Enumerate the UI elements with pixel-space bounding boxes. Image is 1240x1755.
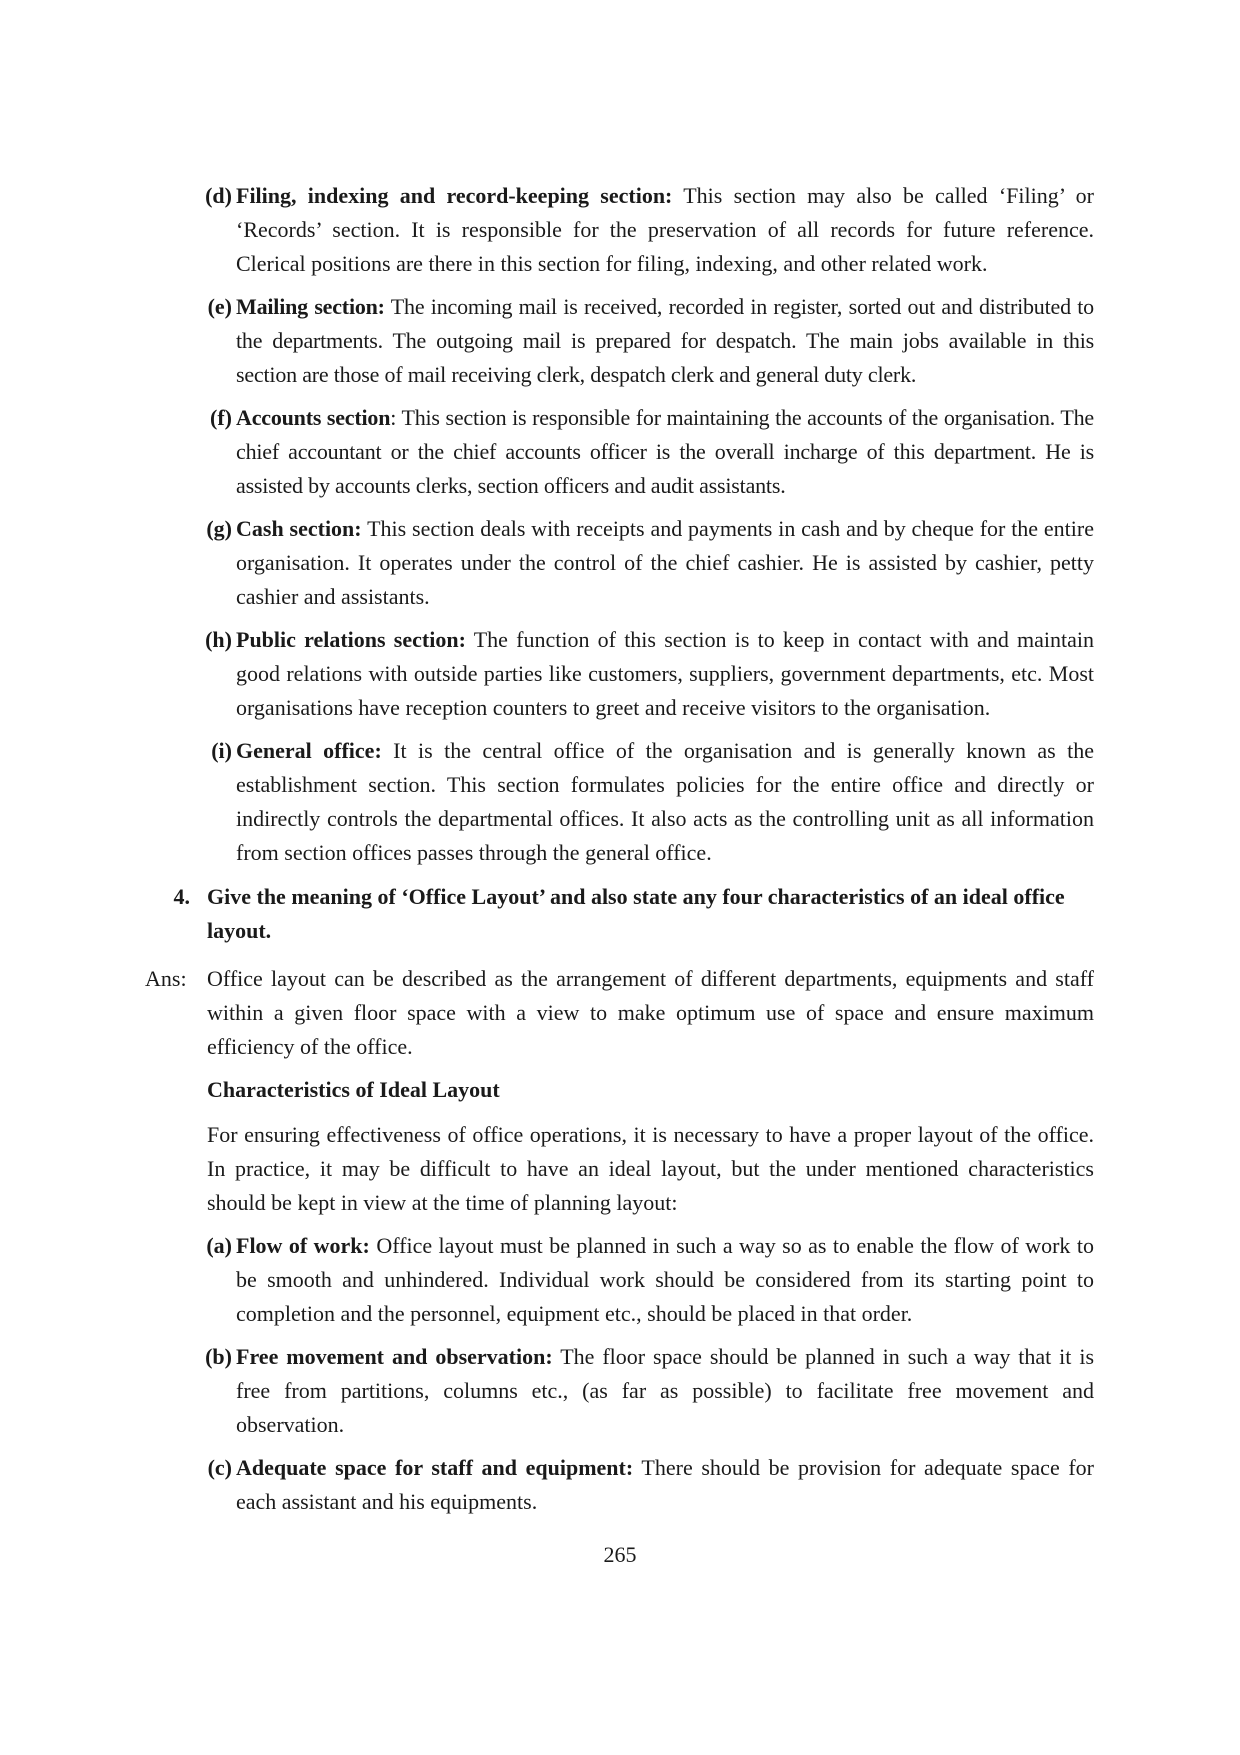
- question-number: 4.: [173, 884, 190, 909]
- item-label: (e): [207, 294, 232, 319]
- item-body: [236, 179, 1094, 281]
- item-label: (c): [207, 1455, 232, 1480]
- answer-label: Ans:: [145, 966, 187, 991]
- item-body: [236, 401, 1094, 503]
- item-lead: Mailing section:: [236, 294, 385, 319]
- item-lead: Adequate space for staff and equipment:: [236, 1455, 634, 1480]
- item-text: Office layout must be planned in such a way so as to enable the flow of work to be smooth and unhindered. Individual work should be considered from its starting point to completion and the personnel, equipment etc., should be placed in that order.: [236, 1233, 1094, 1326]
- item-body: [236, 734, 1094, 870]
- item-body: [236, 512, 1094, 614]
- item-body: [236, 623, 1094, 725]
- page-number: 265: [603, 1542, 637, 1567]
- item-label: (i): [211, 738, 232, 763]
- item-text: The floor space should be planned in such a way that it is free from partitions, columns etc., (as far as possible) to facilitate free movement and observation.: [236, 1344, 1095, 1437]
- item-text: The incoming mail is received, recorded in register, sorted out and distributed to the departments. The outgoing mail is prepared for despatch. The main jobs available in this section are those of mail receiving clerk, despatch clerk and general duty clerk.: [236, 294, 1094, 387]
- item-label: (h): [205, 627, 232, 652]
- subheading: Characteristics of Ideal Layout: [207, 1077, 500, 1102]
- item-lead: Accounts section: [236, 405, 391, 430]
- item-lead: Flow of work:: [236, 1233, 370, 1258]
- item-text: This section may also be called ‘Filing’ or ‘Records’ section. It is responsible for the preservation of all records for future reference. Clerical positions are there in this section for filing, indexing, and other related work.: [236, 183, 1094, 276]
- item-body: [236, 1451, 1094, 1519]
- item-label: (f): [210, 405, 232, 430]
- question-text: Give the meaning of ‘Office Layout’ and also state any four characteristics of an ideal office layout.: [207, 884, 1065, 943]
- item-body: [236, 1340, 1094, 1442]
- item-label: (d): [205, 183, 232, 208]
- item-lead: Filing, indexing and record-keeping section:: [236, 183, 673, 208]
- item-text: The function of this section is to keep in contact with and maintain good relations with outside parties like customers, suppliers, government departments, etc. Most organisations have reception counters to greet and receive visitors to the organisation.: [236, 627, 1095, 720]
- item-lead: Public relations section:: [236, 627, 466, 652]
- item-body: [236, 1229, 1094, 1331]
- item-body: [236, 290, 1094, 392]
- item-label: (b): [205, 1344, 232, 1369]
- item-label: (g): [206, 516, 232, 541]
- item-label: (a): [206, 1233, 232, 1258]
- item-text: : This section is responsible for maintaining the accounts of the organisation. The chief accountant or the chief accounts officer is the overall incharge of this department. He is assisted by accounts clerks, section officers and audit assistants.: [236, 405, 1094, 498]
- item-lead: Free movement and observation:: [236, 1344, 553, 1369]
- item-lead: General office:: [236, 738, 382, 763]
- answer-intro: Office layout can be described as the arrangement of different departments, equipments and staff within a given floor space with a view to make optimum use of space and ensure maximum efficiency of the office.: [207, 966, 1094, 1059]
- item-text: There should be provision for adequate space for each assistant and his equipments.: [236, 1455, 1094, 1514]
- item-text: It is the central office of the organisation and is generally known as the establishment section. This section formulates policies for the entire office and directly or indirectly controls the departmental offices. It also acts as the controlling unit as all information from section offices passes through the general office.: [236, 738, 1095, 865]
- item-text: This section deals with receipts and payments in cash and by cheque for the entire organisation. It operates under the control of the chief cashier. He is assisted by cashier, petty cashier and assistants.: [236, 516, 1094, 609]
- item-lead: Cash section:: [236, 516, 362, 541]
- answer-paragraph: For ensuring effectiveness of office operations, it is necessary to have a proper layout of the office. In practice, it may be difficult to have an ideal layout, but the under mentioned characteristics should be kept in view at the time of planning layout:: [207, 1122, 1094, 1215]
